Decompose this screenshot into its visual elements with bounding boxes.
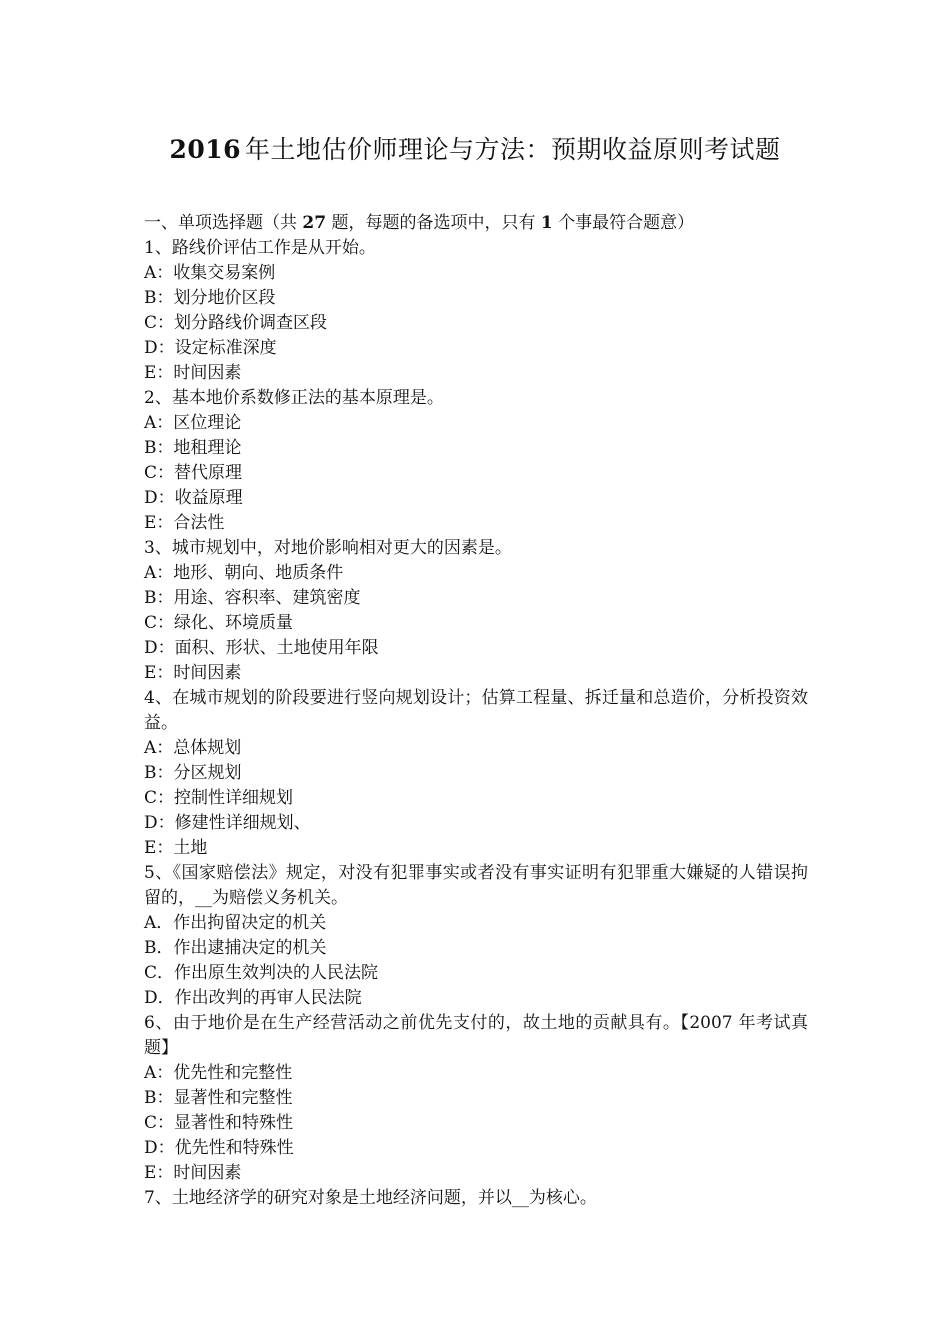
question-list xyxy=(144,236,808,1211)
document-body xyxy=(144,211,808,1211)
answer-option: B：分区规划 xyxy=(144,763,242,783)
answer-option: A：区位理论 xyxy=(144,413,242,433)
answer-option: E：时间因素 xyxy=(144,363,242,383)
question-stem: 2、基本地价系数修正法的基本原理是。 xyxy=(144,388,444,408)
answer-option: C：划分路线价调查区段 xyxy=(144,313,328,333)
answer-option: C：显著性和特殊性 xyxy=(144,1113,294,1133)
title-year: 2016 xyxy=(169,135,242,164)
question-stem: 6、由于地价是在生产经营活动之前优先支付的，故土地的贡献具有。【2007 年考试真题】 xyxy=(144,1013,808,1058)
answer-option: A：优先性和完整性 xyxy=(144,1063,293,1083)
question-stem: 1、路线价评估工作是从开始。 xyxy=(144,238,376,258)
answer-option: A．作出拘留决定的机关 xyxy=(144,913,327,933)
answer-option: A：总体规划 xyxy=(144,738,242,758)
answer-option: D：收益原理 xyxy=(144,488,243,508)
answer-option: D：面积、形状、土地使用年限 xyxy=(144,638,379,658)
answer-option: E：土地 xyxy=(144,838,208,858)
section-header: 一、单项选择题（共 27 题，每题的备选项中，只有 1 个事最符合题意） xyxy=(144,213,695,233)
answer-option: E：时间因素 xyxy=(144,663,242,683)
answer-option: B：用途、容积率、建筑密度 xyxy=(144,588,361,608)
answer-option: B：划分地价区段 xyxy=(144,288,276,308)
question-stem: 4、在城市规划的阶段要进行竖向规划设计；估算工程量、拆迁量和总造价，分析投资效益。 xyxy=(144,688,808,733)
answer-option: C．作出原生效判决的人民法院 xyxy=(144,963,379,983)
answer-option: D：修建性详细规划、 xyxy=(144,813,311,833)
answer-option: B：地租理论 xyxy=(144,438,242,458)
question-stem: 3、城市规划中，对地价影响相对更大的因素是。 xyxy=(144,538,512,558)
question-stem: 5、《国家赔偿法》规定，对没有犯罪事实或者没有事实证明有犯罪重大嫌疑的人错误拘留的，__为赔偿义务机关。 xyxy=(144,863,808,908)
answer-option: D：优先性和特殊性 xyxy=(144,1138,294,1158)
answer-option: B：显著性和完整性 xyxy=(144,1088,293,1108)
answer-option: C：控制性详细规划 xyxy=(144,788,294,808)
page-title xyxy=(0,133,950,167)
answer-option: E：合法性 xyxy=(144,513,225,533)
title-text: 年土地估价师理论与方法：预期收益原则考试题 xyxy=(245,135,781,164)
answer-option: A：收集交易案例 xyxy=(144,263,276,283)
answer-option: C：替代原理 xyxy=(144,463,243,483)
answer-option: D．作出改判的再审人民法院 xyxy=(144,988,362,1008)
answer-option: A：地形、朝向、地质条件 xyxy=(144,563,344,583)
answer-option: E：时间因素 xyxy=(144,1163,242,1183)
answer-option: C：绿化、环境质量 xyxy=(144,613,294,633)
question-stem: 7、土地经济学的研究对象是土地经济问题，并以__为核心。 xyxy=(144,1188,597,1208)
answer-option: B．作出逮捕决定的机关 xyxy=(144,938,327,958)
answer-option: D：设定标准深度 xyxy=(144,338,277,358)
